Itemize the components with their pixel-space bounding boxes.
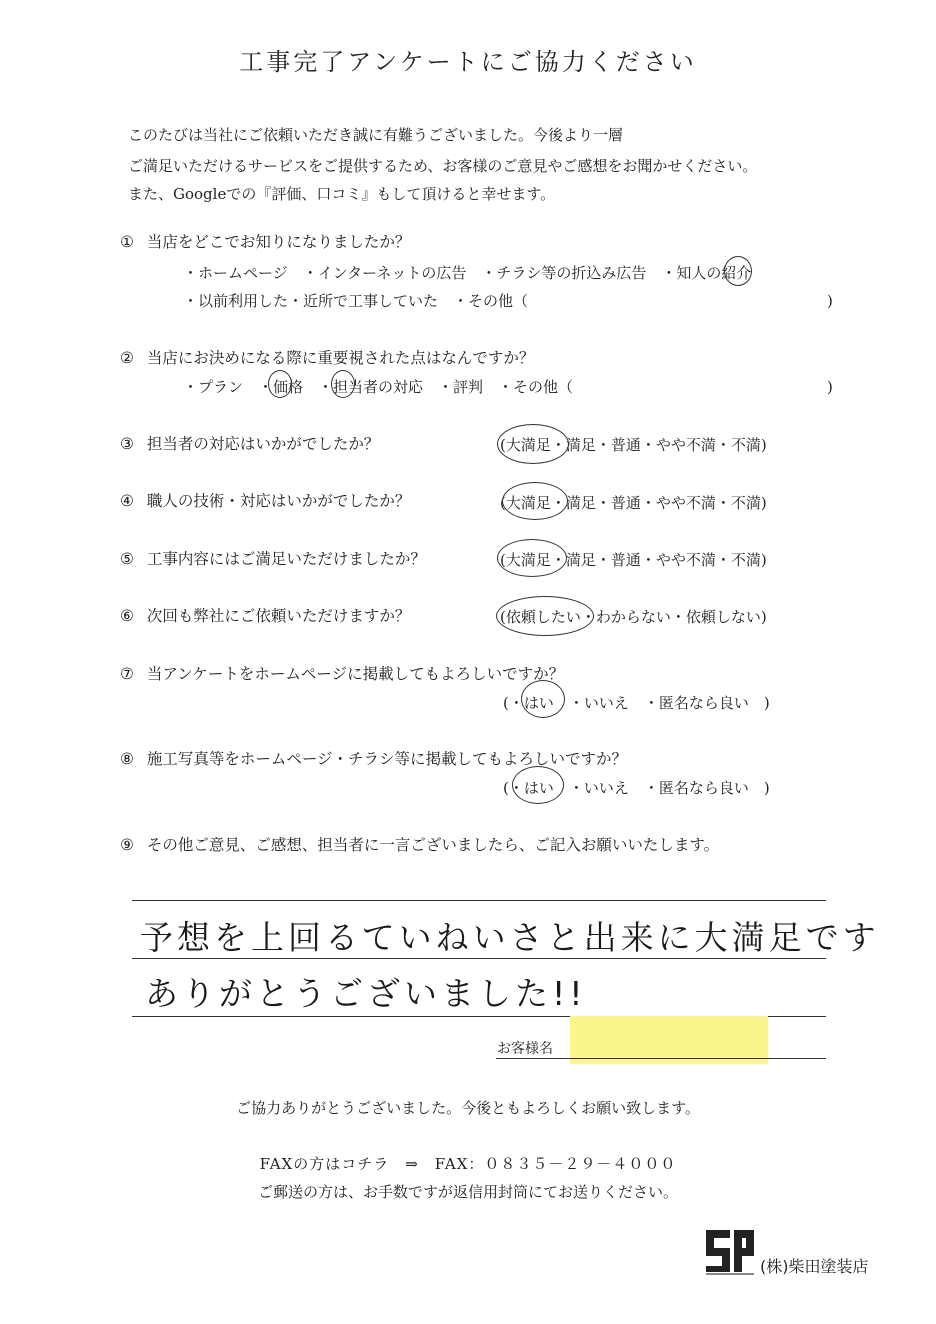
answer-circle xyxy=(724,256,752,286)
customer-name-line xyxy=(496,1058,826,1059)
q1-options-line-2: ・以前利用した・近所で工事していた ・その他（ xyxy=(183,292,529,310)
question-5 xyxy=(120,547,426,569)
customer-name-redaction xyxy=(570,1016,768,1064)
customer-name-label: お客様名 xyxy=(497,1041,553,1057)
q4-answer-options: (大満足・満足・普通・やや不満・不満) xyxy=(500,494,767,512)
question-number: ② xyxy=(120,349,134,367)
question-number: ⑤ xyxy=(120,550,134,568)
q1-close-paren: ) xyxy=(827,292,833,310)
question-3 xyxy=(120,432,379,454)
question-2 xyxy=(120,346,534,368)
fax-line: FAXの方はコチラ ⇒ FAX：０８３５－２９－４０００ xyxy=(259,1155,677,1173)
q8-answer-options: (・はい ・いいえ ・匿名なら良い ) xyxy=(503,779,770,797)
intro-line-1: このたびは当社にご依頼いただき誠に有難うございました。今後より一層 xyxy=(128,126,624,144)
q5-answer-options: (大満足・満足・普通・やや不満・不満) xyxy=(500,551,767,569)
question-4 xyxy=(120,489,410,511)
question-number: ④ xyxy=(120,492,134,510)
question-text: その他ご意見、ご感想、担当者に一言ございましたら、ご記入お願いいたします。 xyxy=(146,836,720,854)
question-text: 職人の技術・対応はいかがでしたか？ xyxy=(146,492,411,510)
question-7 xyxy=(120,662,564,684)
q2-close-paren: ) xyxy=(827,378,833,396)
question-text: 当アンケートをホームページに掲載してもよろしいですか？ xyxy=(146,665,565,683)
handwritten-comment-line-2: ありがとうございました!! xyxy=(145,974,587,1013)
question-text: 工事内容にはご満足いただけましたか？ xyxy=(146,550,426,568)
question-number: ⑥ xyxy=(120,607,134,625)
answer-circle xyxy=(497,424,569,464)
question-text: 担当者の対応はいかがでしたか？ xyxy=(146,435,380,453)
page-title: 工事完了アンケートにご協力ください xyxy=(239,48,697,76)
thanks-message: ご協力ありがとうございました。今後ともよろしくお願い致します。 xyxy=(236,1099,700,1117)
question-8 xyxy=(120,747,627,769)
mail-line: ご郵送の方は、お手数ですが返信用封筒にてお送りください。 xyxy=(257,1183,678,1201)
question-number: ⑨ xyxy=(120,836,134,854)
answer-circle xyxy=(521,680,565,718)
handwritten-comment-line-1: 予想を上回るていねいさと出来に大満足です xyxy=(140,918,880,957)
company-logo xyxy=(706,1228,754,1276)
answer-circle xyxy=(496,596,594,636)
intro-line-2: ご満足いただけるサービスをご提供するため、お客様のご意見やご感想をお聞かせください。 xyxy=(128,157,758,175)
q3-answer-options: (大満足・満足・普通・やや不満・不満) xyxy=(500,436,767,454)
question-text: 当店にお決めになる際に重要視された点はなんですか？ xyxy=(146,349,535,367)
answer-circle xyxy=(512,766,564,804)
question-9 xyxy=(120,833,719,855)
intro-line-3: また、Googleでの『評価、口コミ』もして頂けると幸せます。 xyxy=(128,185,556,203)
question-number: ⑦ xyxy=(120,665,134,683)
q1-options-line-1: ・ホームページ ・インターネットの広告 ・チラシ等の折込み広告 ・知人の紹介 xyxy=(183,264,752,282)
company-name: (株)柴田塗装店 xyxy=(760,1257,869,1276)
answer-circle xyxy=(502,482,568,520)
question-6 xyxy=(120,604,410,626)
question-number: ③ xyxy=(120,435,134,453)
answer-circle xyxy=(497,539,567,577)
question-number: ① xyxy=(120,233,134,251)
question-number: ⑧ xyxy=(120,750,134,768)
question-text: 施工写真等をホームページ・チラシ等に掲載してもよろしいですか？ xyxy=(146,750,628,768)
q2-options: ・プラン ・価格 ・担当者の対応 ・評判 ・その他（ xyxy=(183,378,574,396)
question-text: 当店をどこでお知りになりましたか？ xyxy=(146,233,411,251)
answer-circle xyxy=(331,370,355,398)
q6-answer-options: (依頼したい・わからない・依頼しない) xyxy=(500,608,767,626)
question-1 xyxy=(120,230,410,252)
q7-answer-options: (・はい ・いいえ ・匿名なら良い ) xyxy=(503,694,770,712)
question-text: 次回も弊社にご依頼いただけますか？ xyxy=(146,607,411,625)
comment-line-1 xyxy=(132,900,826,901)
answer-circle xyxy=(268,370,292,398)
